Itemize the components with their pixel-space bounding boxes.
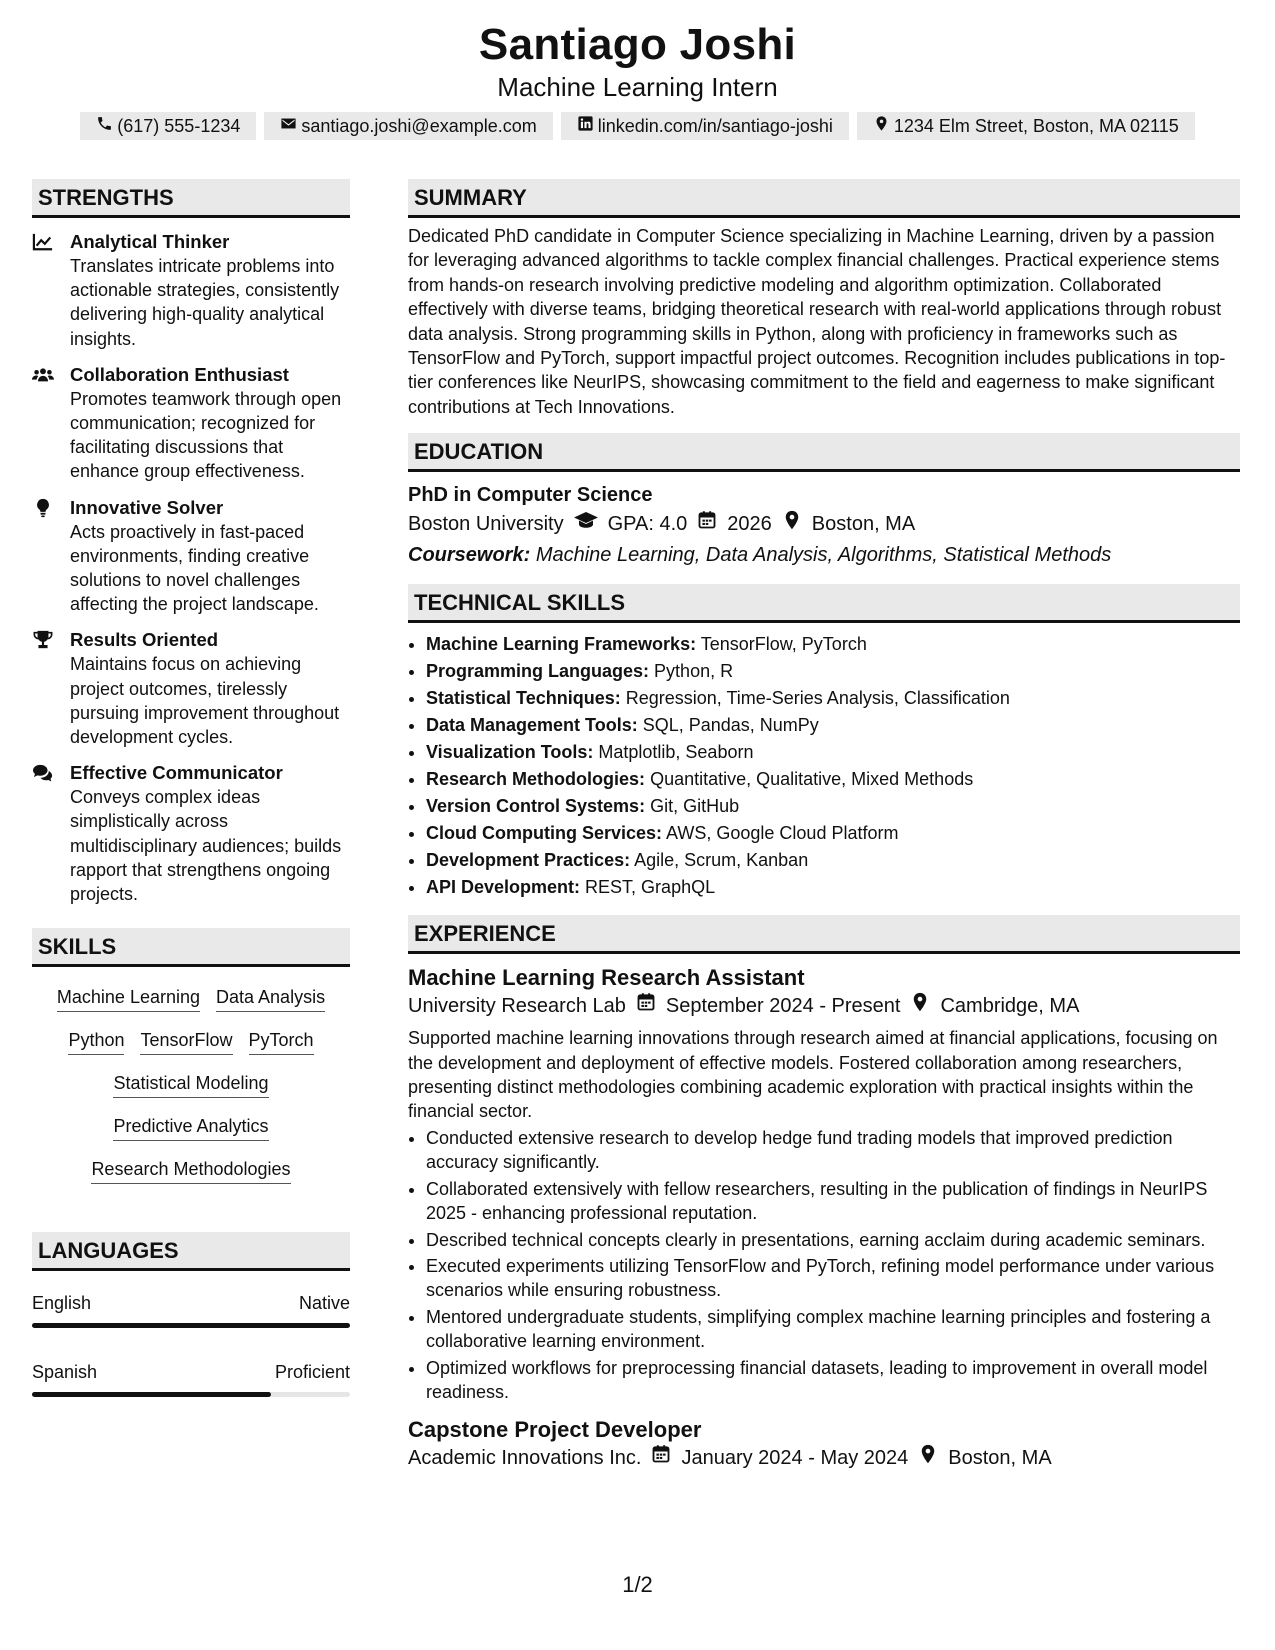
list-item — [426, 847, 1240, 874]
skill-tag: Python — [68, 1028, 124, 1055]
job-location: Cambridge, MA — [940, 995, 1080, 1018]
strength-desc: Conveys complex ideas simplistically across multidisciplinary audiences; builds rapport that strengthens ongoing projects. — [70, 787, 342, 905]
job-location: Boston, MA — [948, 1447, 1052, 1470]
degree-title: PhD in Computer Science — [408, 484, 653, 507]
list-item — [426, 820, 1240, 847]
skill-values: AWS, Google Cloud Platform — [666, 823, 899, 844]
coursework-list: Machine Learning, Data Analysis, Algorithms, Statistical Methods — [535, 544, 1112, 567]
linkedin-icon — [577, 112, 594, 140]
skill-tag: Data Analysis — [216, 985, 325, 1012]
skill-category: Programming Languages: — [426, 661, 650, 682]
strength-item — [32, 761, 350, 906]
location-pin-icon — [910, 992, 930, 1020]
coursework — [408, 540, 1240, 570]
strength-item — [32, 628, 350, 749]
strength-title: Innovative Solver — [70, 496, 224, 518]
skill-values: Regression, Time-Series Analysis, Classification — [625, 688, 1010, 709]
contact-address[interactable] — [857, 112, 1195, 140]
candidate-name: Santiago Joshi — [478, 20, 797, 69]
experience-heading: EXPERIENCE — [408, 915, 1240, 954]
resume-header — [0, 0, 1275, 140]
strength-title: Analytical Thinker — [70, 231, 230, 252]
skill-category: Cloud Computing Services: — [426, 823, 663, 844]
envelope-icon — [280, 112, 297, 140]
skill-tag: Statistical Modeling — [113, 1071, 268, 1098]
skills-tags — [32, 967, 350, 1200]
job-bullets — [408, 1126, 1240, 1404]
strength-desc: Maintains focus on achieving project outcomes, tirelessly pursuing improvement throughout development cycles. — [70, 654, 340, 748]
linkedin-text: linkedin.com/in/santiago-joshi — [597, 116, 833, 136]
language-level: Native — [298, 1293, 350, 1314]
job-dates: September 2024 - Present — [665, 995, 901, 1018]
language-item — [32, 1291, 350, 1328]
job-meta — [408, 992, 1240, 1020]
candidate-title: Machine Learning Intern — [497, 72, 778, 102]
company-name: University Research Lab — [408, 995, 626, 1018]
location-pin-icon — [782, 510, 802, 538]
calendar-icon — [636, 992, 656, 1020]
skill-values: Python, R — [654, 661, 734, 682]
coursework-label: Coursework: — [408, 544, 531, 567]
skill-tag: Research Methodologies — [91, 1157, 290, 1184]
language-level: Proficient — [274, 1362, 350, 1383]
skill-category: Visualization Tools: — [426, 742, 594, 763]
language-bar-fill — [32, 1323, 350, 1328]
language-bar — [32, 1323, 350, 1328]
page-number: 1/2 — [622, 1572, 653, 1597]
gpa: GPA: 4.0 — [607, 513, 688, 536]
list-item — [426, 658, 1240, 685]
strength-desc: Acts proactively in fast-paced environments, finding creative solutions to novel challenges affecting the project landscape. — [70, 521, 319, 615]
list-item — [426, 874, 1240, 901]
language-bar-fill — [32, 1392, 271, 1397]
job-dates: January 2024 - May 2024 — [681, 1447, 909, 1470]
skill-values: Quantitative, Qualitative, Mixed Methods — [650, 769, 974, 790]
contact-phone[interactable] — [80, 112, 256, 140]
users-icon — [32, 365, 56, 385]
skill-tag: PyTorch — [249, 1028, 314, 1055]
list-item — [426, 631, 1240, 658]
summary-text: Dedicated PhD candidate in Computer Science specializing in Machine Learning, driven by a passion for leveraging advanced algorithms to tackle complex financial challenges. Practical experience stems from hands-on research involving predictive modeling and algorithm optimization. Collaborated effectively with diverse teams, bridging theoretical research with real-world applications through robust data analysis. Strong programming skills in Python, along with proficiency in frameworks such as TensorFlow and PyTorch, support impactful project outcomes. Recognition includes publications in top-tier conferences like NeurIPS, showcasing commitment to the field and eagerness to make significant contributions at Tech Innovations. — [408, 226, 1226, 417]
skill-values: REST, GraphQL — [585, 877, 716, 898]
skill-values: SQL, Pandas, NumPy — [642, 715, 819, 736]
location-pin-icon — [873, 112, 890, 140]
contact-linkedin[interactable] — [561, 112, 849, 140]
trophy-icon — [32, 630, 56, 650]
job-title: Capstone Project Developer — [408, 1417, 702, 1443]
strength-title: Effective Communicator — [70, 762, 283, 784]
graduation-cap-icon — [574, 510, 598, 538]
languages-heading: LANGUAGES — [32, 1232, 350, 1271]
education-meta — [408, 510, 1240, 538]
list-item — [426, 766, 1240, 793]
skill-values: TensorFlow, PyTorch — [700, 634, 867, 655]
email-text: santiago.joshi@example.com — [301, 116, 537, 136]
job-title: Machine Learning Research Assistant — [408, 965, 805, 991]
skill-category: API Development: — [426, 877, 581, 898]
list-item: • Collaborated extensively with fellow researchers, resulting in the publication of findings in NeurIPS 2025 - enhancing professional reputation. — [426, 1177, 1240, 1226]
skill-tag: TensorFlow — [140, 1028, 232, 1055]
language-name: Spanish — [32, 1362, 98, 1383]
skill-values: Agile, Scrum, Kanban — [634, 850, 809, 871]
school-name: Boston University — [408, 513, 564, 536]
phone-text: (617) 555-1234 — [117, 116, 241, 136]
list-item: • Mentored undergraduate students, simplifying complex machine learning principles and fostering a collaborative learning environment. — [426, 1305, 1240, 1354]
address-text: 1234 Elm Street, Boston, MA 02115 — [893, 116, 1179, 136]
calendar-icon — [651, 1444, 671, 1472]
job-meta — [408, 1444, 1240, 1472]
company-name: Academic Innovations Inc. — [408, 1447, 642, 1470]
chart-line-icon — [32, 232, 56, 252]
language-bar — [32, 1392, 350, 1397]
skill-category: Research Methodologies: — [426, 769, 646, 790]
comments-icon — [32, 763, 56, 783]
list-item: • Conducted extensive research to develop hedge fund trading models that improved prediction accuracy significantly. — [426, 1126, 1240, 1175]
skills-heading: SKILLS — [32, 928, 350, 967]
skill-tag: Predictive Analytics — [113, 1114, 268, 1141]
list-item — [426, 793, 1240, 820]
language-name: English — [32, 1293, 92, 1314]
skill-values: Matplotlib, Seaborn — [598, 742, 754, 763]
contact-bar — [0, 112, 1275, 140]
strength-title: Results Oriented — [70, 629, 219, 651]
school-location: Boston, MA — [811, 513, 916, 536]
language-item — [32, 1360, 350, 1397]
technical-skills-list — [408, 631, 1240, 901]
technical-skills-heading: TECHNICAL SKILLS — [408, 584, 1240, 623]
location-pin-icon — [918, 1444, 938, 1472]
job-description: Supported machine learning innovations through research aimed at financial applications, focusing on the development and deployment of effective models. Fostered collaboration among researchers, presenting distinct methodologies combining academic exploration with practical insights within the financial sector. — [408, 1028, 1218, 1122]
skill-category: Data Management Tools: — [426, 715, 638, 736]
list-item: • Optimized workflows for preprocessing financial datasets, leading to improvement in overall model readiness. — [426, 1356, 1240, 1405]
skill-category: Statistical Techniques: — [426, 688, 621, 709]
phone-icon — [96, 112, 113, 140]
graduation-year: 2026 — [727, 513, 772, 536]
contact-email[interactable] — [264, 112, 552, 140]
summary-heading: SUMMARY — [408, 179, 1240, 218]
list-item — [426, 739, 1240, 766]
strength-item — [32, 496, 350, 617]
list-item — [426, 712, 1240, 739]
strength-desc: Promotes teamwork through open communication; recognized for facilitating discussions that enhance group effectiveness. — [70, 388, 342, 482]
education-heading: EDUCATION — [408, 433, 1240, 472]
list-item — [426, 685, 1240, 712]
list-item: • Described technical concepts clearly in presentations, earning acclaim during academic seminars. — [426, 1228, 1240, 1252]
strength-item — [32, 230, 350, 351]
skill-category: Version Control Systems: — [426, 796, 646, 817]
strength-item — [32, 363, 350, 484]
skill-category: Machine Learning Frameworks: — [426, 634, 697, 655]
strengths-heading: STRENGTHS — [32, 179, 350, 218]
skill-values: Git, GitHub — [650, 796, 740, 817]
right-column — [408, 179, 1240, 1472]
left-column — [32, 179, 350, 1397]
list-item: • Executed experiments utilizing TensorFlow and PyTorch, refining model performance under various scenarios while ensuring robustness. — [426, 1254, 1240, 1303]
strength-desc: Translates intricate problems into actionable strategies, consistently delivering high-quality analytical insights. — [70, 256, 340, 349]
strength-title: Collaboration Enthusiast — [70, 363, 289, 385]
calendar-icon — [697, 510, 717, 538]
lightbulb-icon — [32, 498, 56, 518]
skill-tag: Machine Learning — [57, 985, 200, 1012]
skill-category: Development Practices: — [426, 850, 631, 871]
